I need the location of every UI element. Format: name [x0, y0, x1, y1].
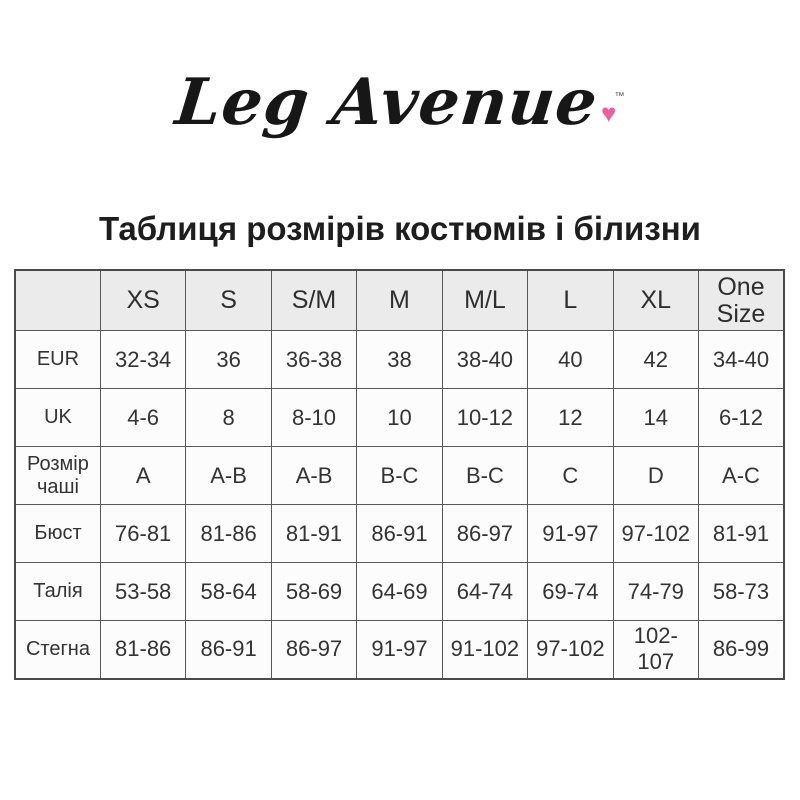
- table-cell: 38-40: [442, 331, 527, 389]
- table-cell: 32-34: [100, 331, 185, 389]
- column-header: XS: [100, 270, 185, 331]
- size-chart-body: [15, 331, 784, 679]
- table-cell: 81-86: [186, 505, 271, 563]
- table-cell: 91-97: [528, 505, 613, 563]
- table-cell: 69-74: [528, 563, 613, 621]
- row-label: Бюст: [15, 505, 100, 563]
- row-label: UK: [15, 389, 100, 447]
- table-cell: B-C: [357, 447, 442, 505]
- logo: [0, 58, 800, 148]
- row-label: Розмір чаші: [15, 447, 100, 505]
- table-cell: 8-10: [271, 389, 356, 447]
- column-header: M: [357, 270, 442, 331]
- table-cell: 8: [186, 389, 271, 447]
- table-cell: 58-73: [699, 563, 785, 621]
- table-cell: 97-102: [528, 621, 613, 679]
- table-row: [15, 331, 784, 389]
- logo-mark: [601, 91, 625, 128]
- row-label: Стегна: [15, 621, 100, 679]
- table-cell: 6-12: [699, 389, 785, 447]
- header-row: [15, 270, 784, 331]
- table-row: [15, 563, 784, 621]
- column-header: L: [528, 270, 613, 331]
- table-cell: 4-6: [100, 389, 185, 447]
- table-cell: 36-38: [271, 331, 356, 389]
- table-cell: 102-107: [613, 621, 698, 679]
- table-cell: 86-97: [271, 621, 356, 679]
- table-cell: 76-81: [100, 505, 185, 563]
- table-cell: 58-64: [186, 563, 271, 621]
- table-cell: A-B: [271, 447, 356, 505]
- table-cell: 14: [613, 389, 698, 447]
- table-row: [15, 389, 784, 447]
- size-chart-header: [15, 270, 784, 331]
- column-header: S/M: [271, 270, 356, 331]
- table-cell: 91-102: [442, 621, 527, 679]
- table-cell: 74-79: [613, 563, 698, 621]
- size-chart-table: [14, 269, 785, 680]
- logo-text: Leg Avenue: [171, 65, 602, 140]
- table-cell: 38: [357, 331, 442, 389]
- table-cell: 86-91: [186, 621, 271, 679]
- table-cell: 64-69: [357, 563, 442, 621]
- table-row: [15, 447, 784, 505]
- table-cell: 81-91: [699, 505, 785, 563]
- table-cell: 86-91: [357, 505, 442, 563]
- table-cell: 12: [528, 389, 613, 447]
- table-cell: 97-102: [613, 505, 698, 563]
- row-label: EUR: [15, 331, 100, 389]
- column-header: XL: [613, 270, 698, 331]
- corner-cell: [15, 270, 100, 331]
- table-cell: 40: [528, 331, 613, 389]
- table-cell: A: [100, 447, 185, 505]
- table-cell: 34-40: [699, 331, 785, 389]
- table-cell: 81-86: [100, 621, 185, 679]
- table-cell: 42: [613, 331, 698, 389]
- table-row: [15, 621, 784, 679]
- table-cell: 91-97: [357, 621, 442, 679]
- table-cell: D: [613, 447, 698, 505]
- table-cell: C: [528, 447, 613, 505]
- column-header: One Size: [699, 270, 785, 331]
- table-cell: A-C: [699, 447, 785, 505]
- table-row: [15, 505, 784, 563]
- table-cell: 81-91: [271, 505, 356, 563]
- table-cell: 36: [186, 331, 271, 389]
- table-cell: 58-69: [271, 563, 356, 621]
- page-title: Таблиця розмірів костюмів і білизни: [99, 210, 701, 247]
- table-cell: 10: [357, 389, 442, 447]
- table-cell: 53-58: [100, 563, 185, 621]
- table-cell: 10-12: [442, 389, 527, 447]
- table-cell: B-C: [442, 447, 527, 505]
- column-header: S: [186, 270, 271, 331]
- table-cell: 86-97: [442, 505, 527, 563]
- table-cell: A-B: [186, 447, 271, 505]
- column-header: M/L: [442, 270, 527, 331]
- table-cell: 64-74: [442, 563, 527, 621]
- heart-icon: ♥: [601, 98, 617, 128]
- table-cell: 86-99: [699, 621, 785, 679]
- trademark-symbol: ™: [614, 91, 625, 102]
- row-label: Талія: [15, 563, 100, 621]
